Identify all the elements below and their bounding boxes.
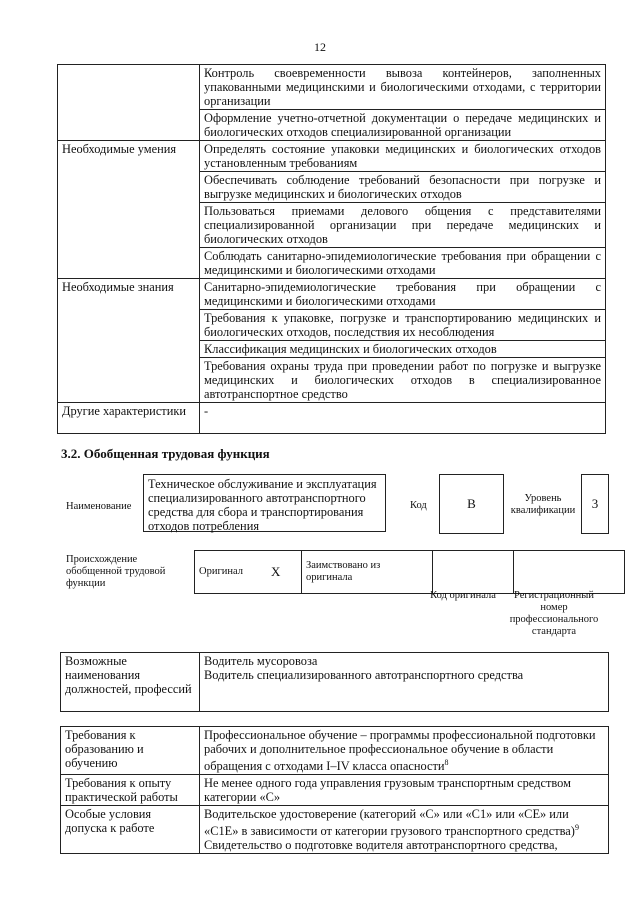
table-cell: Соблюдать санитарно-эпидемиологические требования при обращении с медицинскими и биологическими отходами bbox=[200, 248, 606, 279]
table-row-label: Необходимые знания bbox=[58, 279, 200, 403]
requirement-label: Требования к образованию и обучению bbox=[61, 727, 200, 775]
table-row-label bbox=[58, 65, 200, 141]
table-cell: Санитарно-эпидемиологические требования при обращении с медицинскими и биологическими отходами bbox=[200, 279, 606, 310]
original-mark: X bbox=[267, 551, 302, 594]
skills-knowledge-table bbox=[57, 64, 606, 434]
table-cell: Классификация медицинских и биологических отходов bbox=[200, 341, 606, 358]
table-cell: Требования охраны труда при проведении работ по погрузке и выгрузке медицинских и биологических отходов в специализированное автотранспортное средство bbox=[200, 358, 606, 403]
name-value: Техническое обслуживание и эксплуатация специализированного автотранспортного средства для сбора и транспортирования отходов потребления bbox=[143, 474, 386, 532]
requirement-value: Водительское удостоверение (категорий «С» или «С1» или «СЕ» или «С1Е» в зависимости от категории грузового транспортного средства)$^9$ Свидетельство о подготовке водителя автотранспортного средства, bbox=[200, 806, 609, 854]
requirements-table bbox=[60, 726, 609, 854]
table-cell: Пользоваться приемами делового общения с представителями специализированной организации при передаче медицинских и биологических отходов bbox=[200, 203, 606, 248]
positions-label: Возможные наименования должностей, профессий bbox=[61, 653, 200, 712]
table-cell: Определять состояние упаковки медицинских и биологических отходов установленным требованиям bbox=[200, 141, 606, 172]
name-label: Наименование bbox=[66, 501, 132, 512]
table-cell: Контроль своевременности вывоза контейнеров, заполненных упакованными медицинскими и биологическими отходами, с территории организации bbox=[200, 65, 606, 110]
code-caption: Код оригинала bbox=[430, 590, 496, 601]
level-value: 3 bbox=[581, 474, 609, 534]
original-label: Оригинал bbox=[195, 551, 268, 594]
registration-number-cell bbox=[514, 551, 625, 594]
level-label: Уровень квалификации bbox=[510, 493, 576, 516]
table-cell: Обеспечивать соблюдение требований безопасности при погрузке и выгрузке медицинских и биологических отходов bbox=[200, 172, 606, 203]
requirement-value: Профессиональное обучение – программы профессиональной подготовки рабочих и дополнительное профессиональное обучение в области обращения с отходами I–IV класса опасности$^8$ bbox=[200, 727, 609, 775]
requirement-value: Не менее одного года управления грузовым транспортным средством категории «С» bbox=[200, 775, 609, 806]
original-code-cell bbox=[433, 551, 514, 594]
borrowed-label: Заимствовано из оригинала bbox=[302, 551, 433, 594]
section-title: 3.2. Обобщенная трудовая функция bbox=[61, 446, 270, 461]
requirement-label: Требования к опыту практической работы bbox=[61, 775, 200, 806]
position-item: Водитель специализированного автотранспортного средства bbox=[204, 668, 524, 682]
code-value: B bbox=[439, 474, 504, 534]
code-label: Код bbox=[410, 500, 427, 511]
table-cell: - bbox=[200, 403, 606, 434]
registration-caption: Регистрационный номер профессионального стандарта bbox=[509, 590, 599, 637]
origin-label: Происхождение обобщенной трудовой функции bbox=[66, 554, 166, 589]
requirement-label: Особые условия допуска к работе bbox=[61, 806, 200, 854]
positions-table bbox=[60, 652, 609, 712]
table-row-label: Необходимые умения bbox=[58, 141, 200, 279]
positions-values bbox=[200, 653, 609, 712]
origin-table bbox=[194, 550, 625, 594]
position-item: Водитель мусоровоза bbox=[204, 654, 318, 668]
table-row-label: Другие характеристики bbox=[58, 403, 200, 434]
page-number: 12 bbox=[314, 40, 326, 54]
table-cell: Оформление учетно-отчетной документации о передаче медицинских и биологических отходов специализированной организации bbox=[200, 110, 606, 141]
table-cell: Требования к упаковке, погрузке и транспортированию медицинских и биологических отходов, последствия их несоблюдения bbox=[200, 310, 606, 341]
